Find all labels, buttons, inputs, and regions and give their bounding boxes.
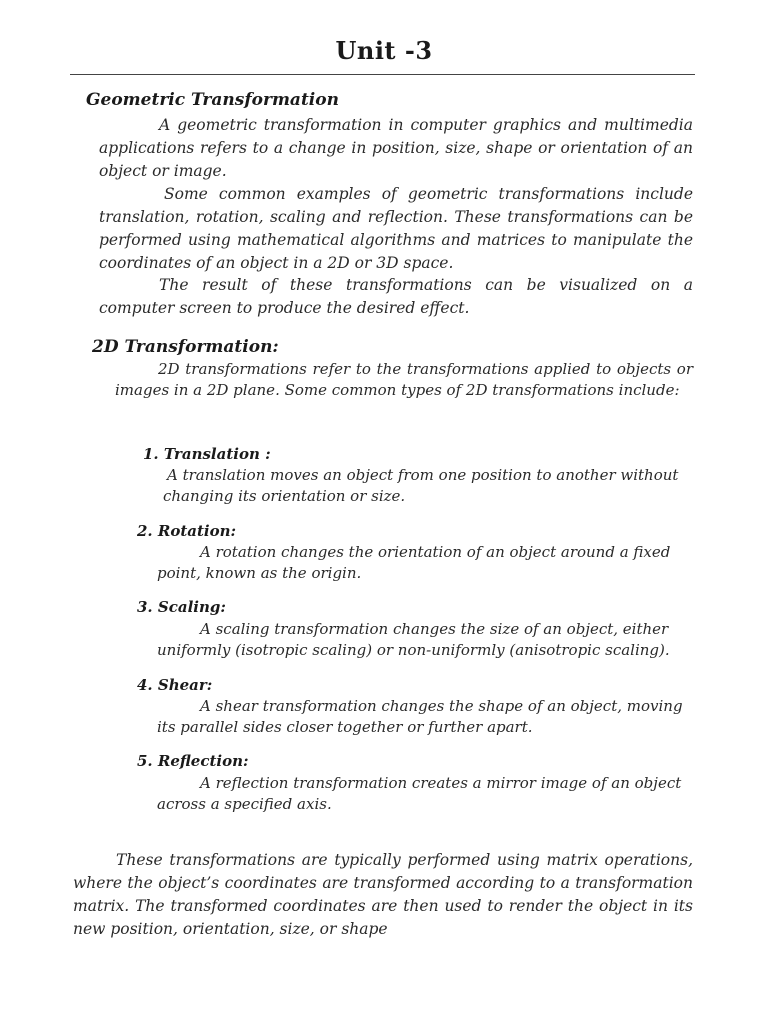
paragraph-result: The result of these transformations can be visualized on a computer screen to produce the desired effect.	[99, 276, 693, 317]
item-title-shear: 4. Shear:	[137, 676, 213, 694]
item-title-translation: 1. Translation :	[143, 445, 271, 463]
item-desc-shear: A shear transformation changes the shape of an object, moving its parallel sides closer together or further apart.	[157, 697, 683, 736]
section-heading-2d: 2D Transformation:	[92, 337, 279, 357]
paragraph-2d-intro: 2D transformations refer to the transformations applied to objects or images in a 2D plane. Some common types of 2D transformations include:	[115, 360, 693, 399]
item-title-rotation: 2. Rotation:	[137, 522, 237, 540]
item-desc-rotation: A rotation changes the orientation of an object around a fixed point, known as the origin.	[157, 543, 671, 582]
page-title: Unit -3	[335, 36, 433, 65]
item-title-scaling: 3. Scaling:	[137, 598, 226, 616]
paragraph-examples: Some common examples of geometric transformations include translation, rotation, scaling and reflection. These transformations can be performed using mathematical algorithms and matrices to manipulate the coordinates of an object in a 2D or 3D space.	[99, 185, 693, 272]
item-desc-scaling: A scaling transformation changes the size of an object, either uniformly (isotropic scaling) or non-uniformly (anisotropic scaling).	[157, 620, 670, 659]
item-desc-translation: A translation moves an object from one position to another without changing its orientation or size.	[163, 466, 679, 505]
item-title-reflection: 5. Reflection:	[137, 752, 249, 770]
paragraph-closing: These transformations are typically performed using matrix operations, where the object’s coordinates are transformed according to a transformation matrix. The transformed coordinates are then used to render the object in its new position, orientation, size, or shape	[73, 851, 693, 938]
paragraph-definition: A geometric transformation in computer graphics and multimedia applications refers to a change in position, size, shape or orientation of an object or image.	[99, 116, 693, 180]
title-divider	[70, 74, 695, 75]
item-desc-reflection: A reflection transformation creates a mirror image of an object across a specified axis.	[157, 774, 682, 813]
section-heading-geometric: Geometric Transformation	[86, 90, 339, 110]
